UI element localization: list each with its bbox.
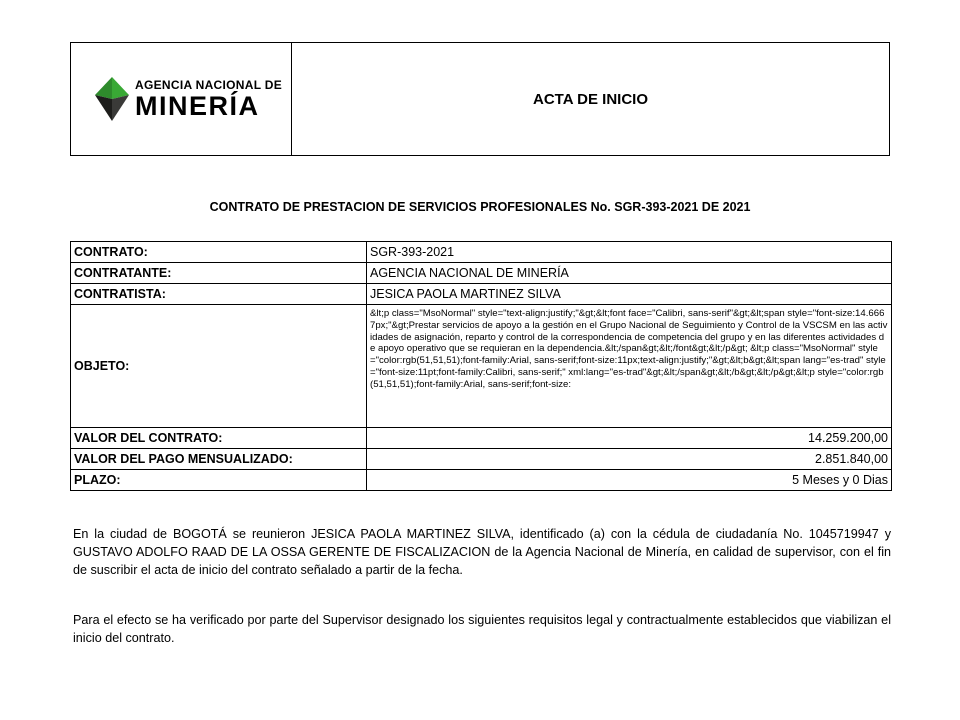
plazo-label: PLAZO: [71, 470, 367, 491]
requirements-paragraph: Para el efecto se ha verificado por parte del Supervisor designado los siguientes requisitos legal y contractualmente establecidos que viabilizan el inicio del contrato. [73, 613, 891, 645]
table-row [71, 305, 892, 428]
logo-cell [71, 43, 292, 155]
document-header [70, 42, 890, 156]
objeto-value: &lt;p class="MsoNormal" style="text-align:justify;"&gt;&lt;font face="Calibri, sans-serif"&gt;&lt;span style="font-size:14.6667px;"&gt;Prestar servicios de apoyo a la gestión en el Grupo Nacional de Seguimiento y Control de la VSCSM en las actividades de asignación, reparto y control de la correspondencia de competencia del grupo y en las diferentes actividades de apoyo operativo que se requieran en la dependencia.&lt;/span&gt;&lt;/font&gt;&lt;/p&gt; &lt;p class="MsoNormal" style="color:rgb(51,51,51);font-family:Arial, sans-serif;font-size:11px;text-align:justify;"&gt;&lt;b&gt;&lt;span lang="es-trad" style="font-size:11pt;font-family:Calibri, sans-serif;" xml:lang="es-trad"&gt;&lt;/span&gt;&lt;/b&gt;&lt;/p&gt;&lt;p style="color:rgb(51,51,51);font-family:Arial, sans-serif;font-size: [367, 305, 892, 428]
table-row [71, 242, 892, 263]
contrato-value: SGR-393-2021 [367, 242, 892, 263]
table-row [71, 284, 892, 305]
valor-contrato-value: 14.259.200,00 [367, 428, 892, 449]
valor-pago-label: VALOR DEL PAGO MENSUALIZADO: [71, 449, 367, 470]
table-row [71, 470, 892, 491]
logo-line2: MINERÍA [135, 91, 260, 121]
logo-wordmark [135, 78, 282, 120]
contratante-label: CONTRATANTE: [71, 263, 367, 284]
agency-logo-icon [95, 77, 129, 121]
contratista-value: JESICA PAOLA MARTINEZ SILVA [367, 284, 892, 305]
contratista-label: CONTRATISTA: [71, 284, 367, 305]
valor-pago-value: 2.851.840,00 [367, 449, 892, 470]
contrato-label: CONTRATO: [71, 242, 367, 263]
valor-contrato-label: VALOR DEL CONTRATO: [71, 428, 367, 449]
table-row [71, 449, 892, 470]
logo-line1: AGENCIA NACIONAL DE [135, 78, 283, 92]
meeting-paragraph: En la ciudad de BOGOTÁ se reunieron JESICA PAOLA MARTINEZ SILVA, identificado (a) con la cédula de ciudadanía No. 1045719947 y GUSTAVO ADOLFO RAAD DE LA OSSA GERENTE DE FISCALIZACION de la Agencia Nacional de Minería, en calidad de supervisor, con el fin de suscribir el acta de inicio del contrato señalado a partir de la fecha. [73, 527, 891, 577]
table-row [71, 263, 892, 284]
plazo-value: 5 Meses y 0 Dias [367, 470, 892, 491]
document-title: ACTA DE INICIO [533, 90, 648, 108]
contract-heading: CONTRATO DE PRESTACION DE SERVICIOS PROFESIONALES No. SGR-393-2021 DE 2021 [209, 200, 751, 214]
table-row [71, 428, 892, 449]
objeto-label: OBJETO: [71, 305, 367, 428]
contratante-value: AGENCIA NACIONAL DE MINERÍA [367, 263, 892, 284]
contract-info-table [70, 241, 892, 491]
